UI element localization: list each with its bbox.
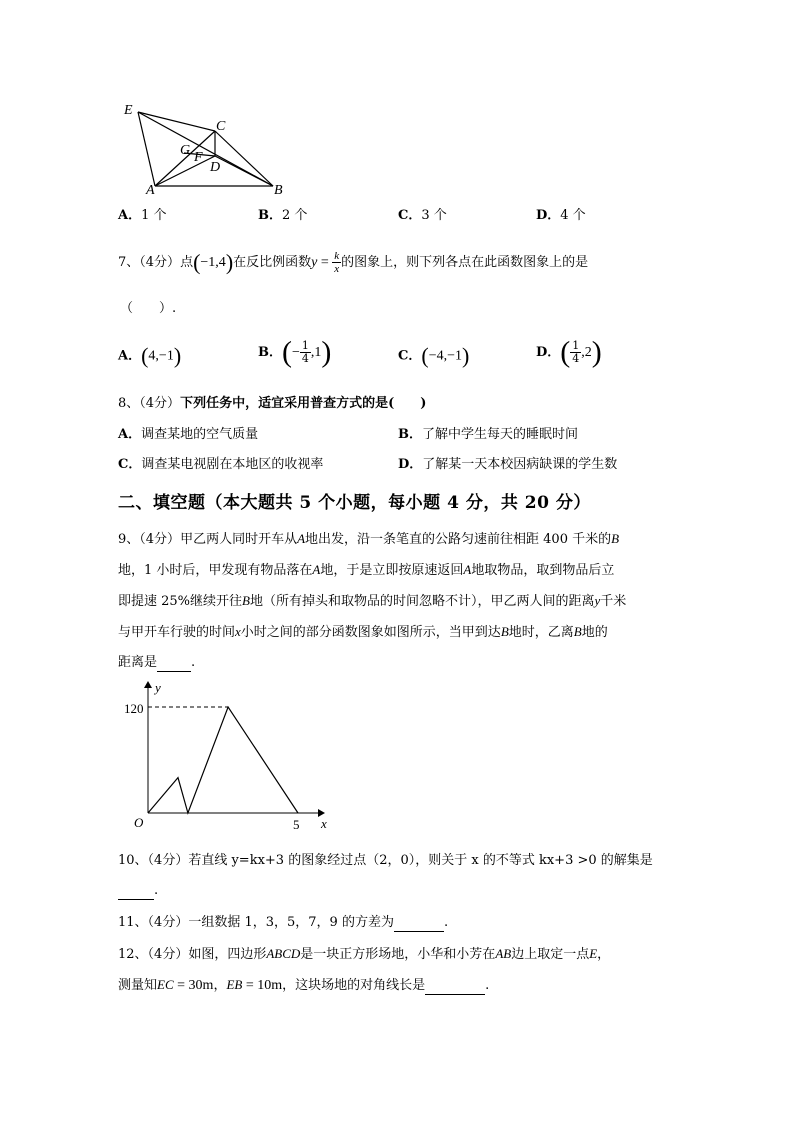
- q7-answer-paren: （ ）.: [120, 301, 177, 316]
- q12-line-1: 12、（4分）如图，四边形ABCD是一块正方形场地，小华和小芳在AB边上取定一点E，: [118, 946, 611, 962]
- origin-label: O: [134, 815, 144, 830]
- label-c: C: [216, 119, 226, 134]
- q9-line-3: 即提速 25%继续开往B地（所有掉头和取物品的时间忽略不计），甲乙两人间的距离y千米: [118, 593, 627, 609]
- q6-option-a[interactable]: A．1 个: [118, 208, 167, 223]
- q8-option-a[interactable]: A．调查某地的空气质量: [118, 427, 259, 442]
- q11-stem: 11、（4分）一组数据 1，3，5，7，9 的方差为 .: [118, 915, 449, 930]
- q10-line-2: .: [118, 882, 158, 900]
- q6-option-b[interactable]: B．2 个: [258, 208, 308, 223]
- q7-stem: 7、（4分）点(−1,4)在反比例函数y = $\frac{k}{x}$ 的图象上，则下列各点在此函数图象上的是: [118, 249, 589, 275]
- q11-answer-blank[interactable]: [394, 917, 444, 932]
- q7-option-b[interactable]: B．(− $\frac{1}{4}$ ,1): [258, 335, 332, 369]
- q8-stem: 8、（4分）下列任务中，适宜采用普查方式的是( ): [118, 396, 427, 411]
- q12-line-2: 测量知EC = 30m，EB = 10m，这块场地的对角线长是 .: [118, 977, 490, 993]
- series-line: [148, 707, 298, 813]
- label-f: F: [194, 150, 203, 165]
- y-axis-label: y: [155, 680, 161, 695]
- q6-option-d[interactable]: D．4 个: [536, 208, 586, 223]
- q7-point: −1,4: [200, 255, 226, 270]
- x-tick-label: 5: [293, 817, 300, 832]
- q7-option-a[interactable]: A．(4,−1): [118, 343, 182, 368]
- label-a: A: [146, 183, 155, 198]
- segment-ec: [138, 112, 215, 131]
- q7-option-d[interactable]: D．( $\frac{1}{4}$ ,2): [536, 335, 602, 369]
- q12-answer-blank[interactable]: [425, 980, 485, 995]
- q9-line-5: 距离是 .: [118, 655, 196, 670]
- segment-ad: [155, 156, 215, 186]
- q9-line-2: 地，1 小时后，甲发现有物品落在A地，于是立即按原速返回A地取物品，取到物品后立: [118, 562, 615, 578]
- distance-time-graph: [124, 676, 338, 834]
- geometry-figure: [118, 96, 298, 198]
- q7-number: 7、: [118, 255, 140, 270]
- q10-answer-blank[interactable]: [118, 885, 154, 900]
- q9-line-4: 与甲开车行驶的时间x小时之间的部分函数图象如图所示，当甲到达B地时，乙离B地的: [118, 624, 608, 640]
- q8-option-c[interactable]: C．调查某电视剧在本地区的收视率: [118, 457, 324, 472]
- label-e: E: [124, 103, 133, 118]
- label-b: B: [274, 183, 283, 198]
- y-tick-label: 120: [124, 701, 144, 716]
- segment-db: [215, 156, 273, 186]
- label-g: G: [180, 143, 191, 158]
- label-d: D: [210, 160, 221, 175]
- segment-ca: [155, 131, 215, 186]
- q9-line-1: 9、（4分）甲乙两人同时开车从A地出发，沿一条笔直的公路匀速前往相距 400 千米的B: [118, 531, 620, 547]
- q7-option-c[interactable]: C．(−4,−1): [398, 343, 470, 368]
- q8-option-d[interactable]: D．了解某一天本校因病缺课的学生数: [398, 457, 618, 472]
- x-axis-label: x: [321, 816, 327, 831]
- section-heading: 二、填空题（本大题共 5 个小题，每小题 4 分，共 20 分）: [118, 493, 591, 513]
- segment-ea: [138, 112, 155, 186]
- q6-option-c[interactable]: C．3 个: [398, 208, 447, 223]
- q8-option-b[interactable]: B．了解中学生每天的睡眠时间: [398, 427, 579, 442]
- q9-answer-blank[interactable]: [157, 657, 191, 672]
- q7-score: （4分）: [139, 255, 181, 270]
- q10-stem: 10、（4分）若直线 y=kx+3 的图象经过点（2，0），则关于 x 的不等式 kx+3 >0 的解集是: [118, 853, 653, 868]
